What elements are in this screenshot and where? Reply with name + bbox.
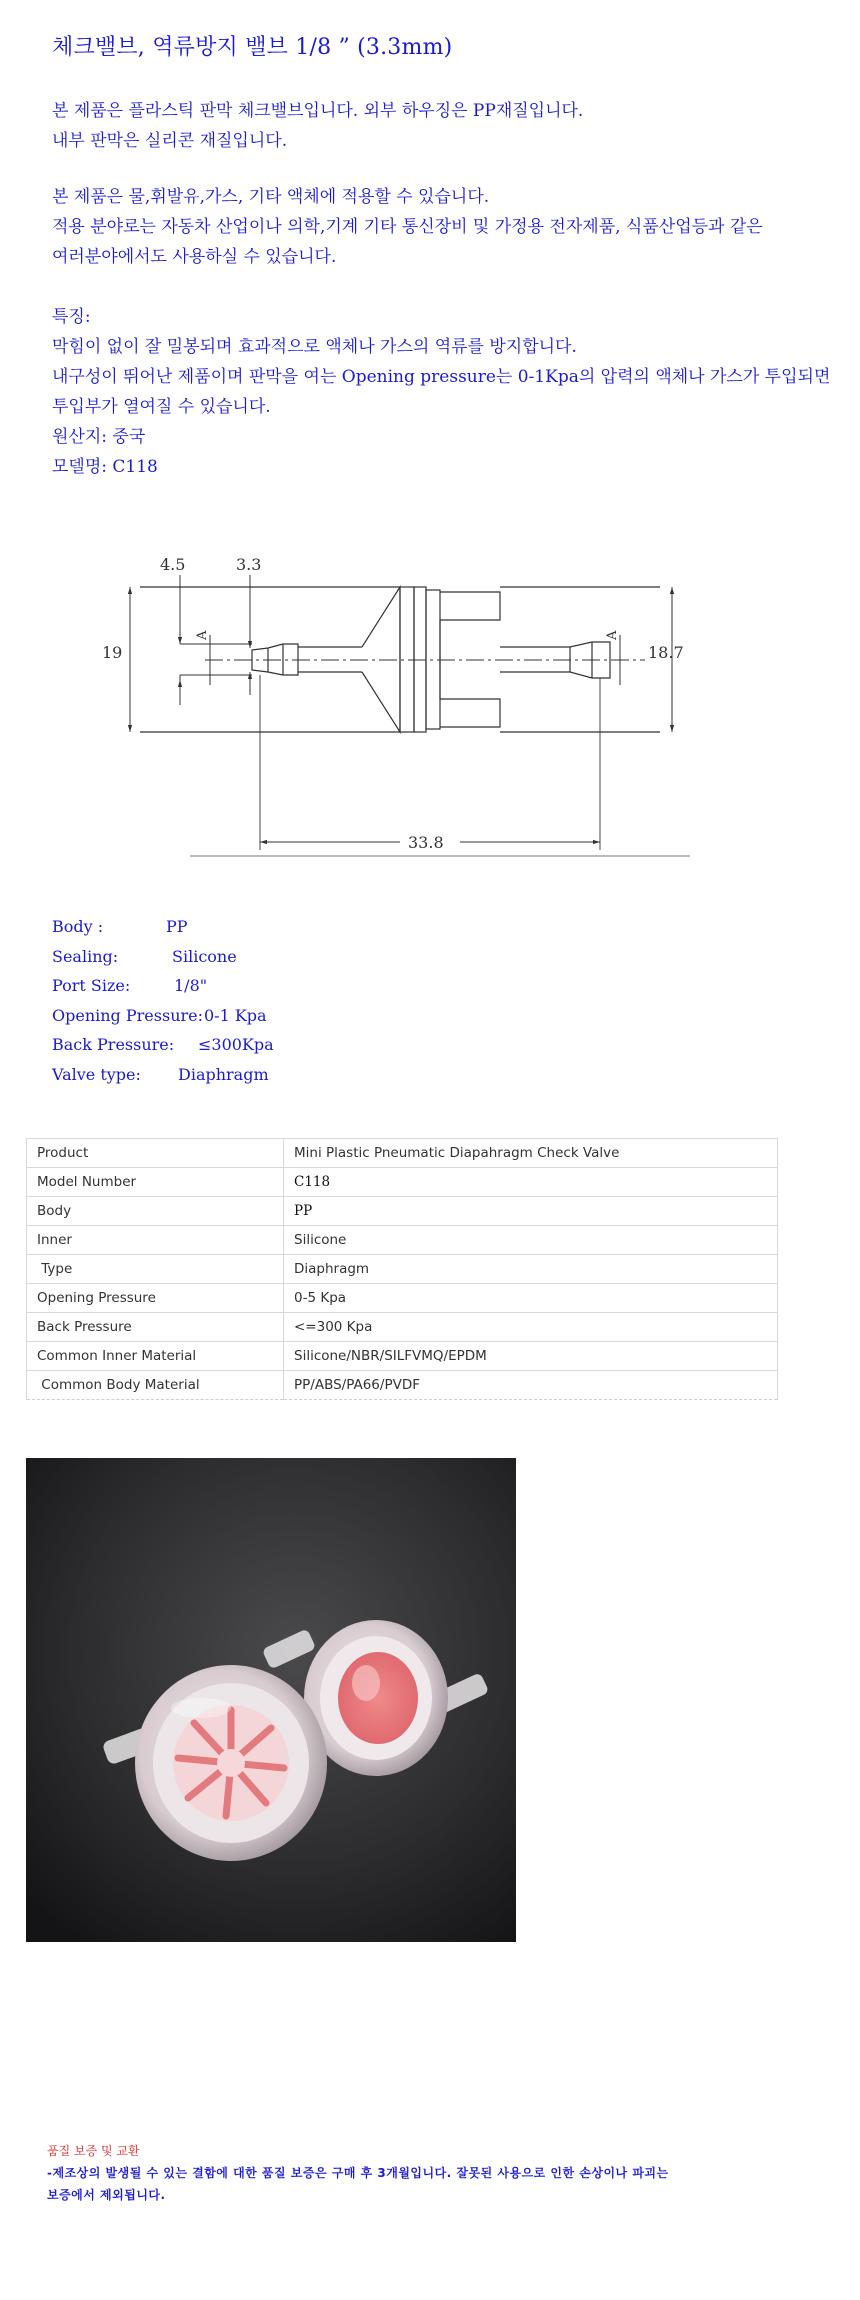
spec-label: Valve type: [52,1064,141,1084]
spec-label: Body : [52,917,104,936]
features-heading: 특징: [52,307,91,327]
table-value: PP [284,1197,778,1226]
spec-value: ≤300Kpa [198,1035,274,1054]
warranty-line: 보증에서 제외됩니다. [47,2188,166,2202]
section-mark-right: A [605,630,620,640]
origin-line: 원산지: 중국 [52,427,146,447]
spec-label: Opening Pressure: [52,1005,203,1025]
spec-value: 0-1 Kpa [204,1005,267,1025]
table-value: PP/ABS/PA66/PVDF [284,1371,778,1400]
table-label: Body [27,1197,284,1226]
spec-value: Silicone [172,946,237,966]
table-label: Back Pressure [27,1313,284,1342]
table-row [27,1313,778,1342]
features-line: 막힘이 없이 잘 밀봉되며 효과적으로 액체나 가스의 역류를 방지합니다. [52,337,577,357]
table-row [27,1371,778,1400]
spec-label: Back Pressure: [52,1035,175,1054]
table-label: Opening Pressure [27,1284,284,1313]
warranty-heading: 품질 보증 및 교환 [47,2144,140,2158]
table-row [27,1197,778,1226]
table-value: 0-5 Kpa [284,1284,778,1313]
table-value: Diaphragm [284,1255,778,1284]
table-label: Common Inner Material [27,1342,284,1371]
table-label: Product [27,1139,284,1168]
table-row [27,1284,778,1313]
table-row [27,1139,778,1168]
spec-value: Diaphragm [178,1064,269,1084]
features-line: 투입부가 열여질 수 있습니다. [52,397,271,417]
application-paragraph [52,182,763,272]
warranty-notice [47,2140,669,2206]
spec-value: 1/8" [174,976,208,995]
features-line: 내구성이 뛰어난 제품이며 판막을 여는 Opening pressure는 0-1Kpa의 압력의 액체나 가스가 투입되면 [52,367,831,387]
spec-label: Sealing: [52,946,119,966]
intro-line: 본 제품은 플라스틱 판막 체크밸브입니다. 외부 하우징은 PP재질입니다. [52,101,584,121]
table-label: Inner [27,1226,284,1255]
features-paragraph [52,302,830,482]
spec-label: Port Size: [52,976,131,995]
intro-line: 내부 판막은 실리콘 재질입니다. [52,131,288,151]
intro-paragraph [52,96,583,156]
model-line: 모델명: C118 [52,457,158,477]
table-row [27,1255,778,1284]
spec-value: PP [166,917,188,936]
table-row [27,1168,778,1197]
application-line: 본 제품은 물,휘발유,가스, 기타 액체에 적용할 수 있습니다. [52,187,490,207]
table-value: <=300 Kpa [284,1313,778,1342]
page-title: 체크밸브, 역류방지 밸브 1/8 ” (3.3mm) [52,35,453,60]
spec-table [26,1138,778,1400]
dim-19-label: 19 [102,643,123,662]
dim-3-3-label: 3.3 [236,555,262,574]
valve-dimension-drawing [100,520,720,865]
dim-4-5-label: 4.5 [160,555,186,574]
product-photo [26,1458,516,1942]
table-value: Mini Plastic Pneumatic Diapahragm Check Valve [284,1139,778,1168]
dim-33-8-label: 33.8 [408,833,444,852]
table-label: Model Number [27,1168,284,1197]
table-value: Silicone/NBR/SILFVMQ/EPDM [284,1342,778,1371]
table-label: Type [27,1255,284,1284]
section-mark-left: A [195,630,210,640]
table-row [27,1342,778,1371]
application-line: 여러분야에서도 사용하실 수 있습니다. [52,247,337,267]
application-line: 적용 분야로는 자동차 산업이나 의학,기계 기타 통신장비 및 가정용 전자제품, 식품산업등과 같은 [52,217,763,237]
dim-18-7-label: 18.7 [648,643,684,662]
warranty-line: -제조상의 발생될 수 있는 결함에 대한 품질 보증은 구매 후 3개월입니다. 잘못된 사용으로 인한 손상이나 파괴는 [47,2166,669,2180]
table-label: Common Body Material [27,1371,284,1400]
table-value: C118 [284,1168,778,1197]
table-value: Silicone [284,1226,778,1255]
table-row [27,1226,778,1255]
